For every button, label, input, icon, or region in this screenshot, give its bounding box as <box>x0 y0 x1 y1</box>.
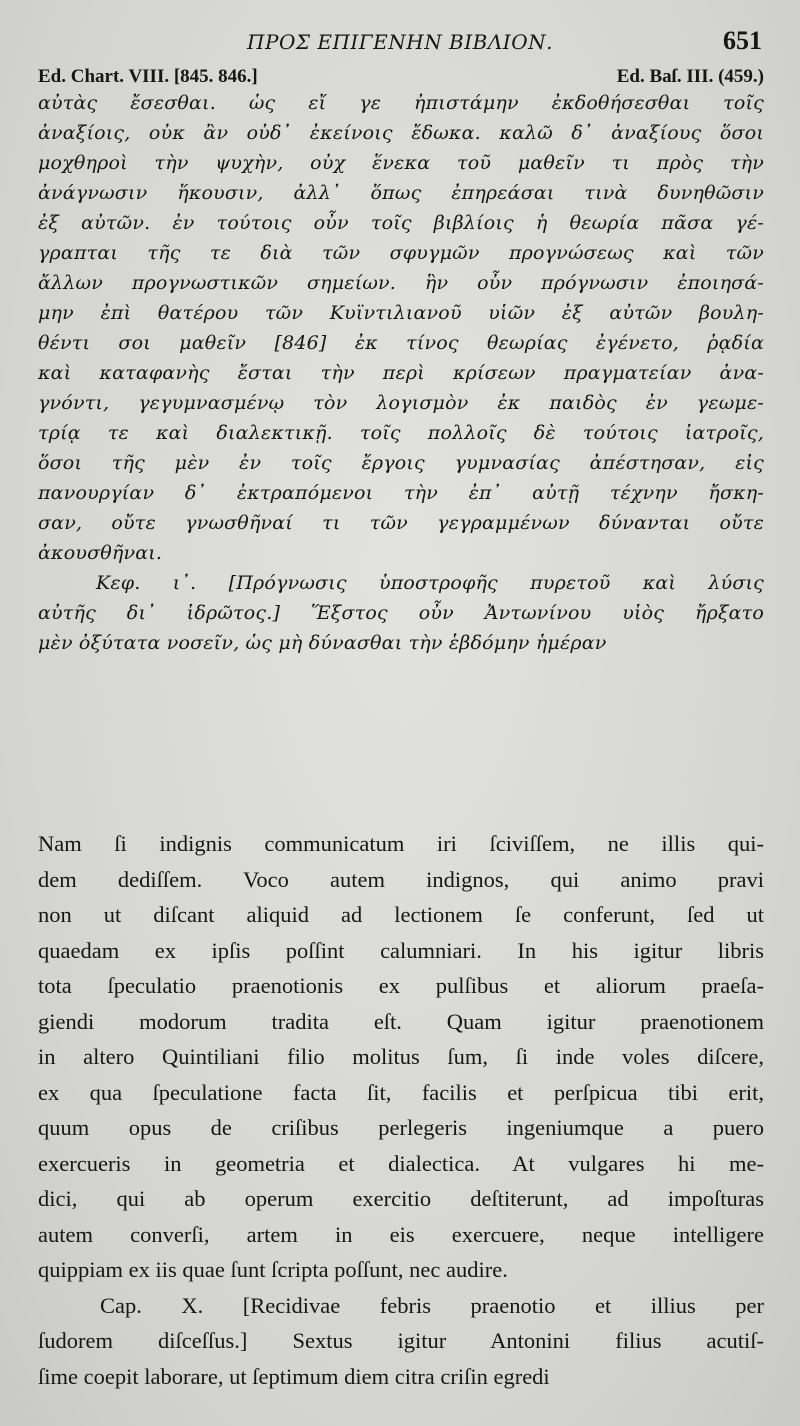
greek-text-line: ὅσοι τῆς μὲν ἐν τοῖς ἔργοις γυμνασίας ἀπέστησαν, εἰς <box>38 452 764 474</box>
running-head-title: ΠΡΟΣ ΕΠΙΓΕΝΗΝ ΒΙΒΛΙΟΝ. <box>247 30 553 54</box>
greek-text-line: ἄλλων προγνωστικῶν σημείων. ἣν οὖν πρόγνωσιν ἐποιησά- <box>38 272 764 294</box>
page-number: 651 <box>723 26 762 55</box>
latin-text-line: Cap. X. [Recidivae febris praenotio et illius per <box>100 1292 764 1318</box>
greek-text-line: ἀνάγνωσιν ἥκουσιν, ἀλλ᾽ ὅπως ἐπηρεάσαι τινὰ δυνηθῶσιν <box>38 182 764 204</box>
latin-text-line: dem dediſſem. Voco autem indignos, qui animo pravi <box>38 866 764 892</box>
latin-text-line: ex qua ſpeculatione facta ſit, facilis et perſpicua tibi erit, <box>38 1079 764 1105</box>
edition-reference-left: Ed. Chart. VIII. [845. 846.] <box>38 66 258 87</box>
latin-text-line: quaedam ex ipſis poſſint calumniari. In his igitur libris <box>38 937 764 963</box>
latin-text-line: exercueris in geometria et dialectica. At vulgares hi me- <box>38 1150 764 1176</box>
greek-text-line: μὲν ὀξύτατα νοσεῖν, ὡς μὴ δύνασθαι τὴν ἑβδόμην ἡμέραν <box>38 632 607 654</box>
latin-text-line: dici, qui ab operum exercitio deſtiterunt, ad impoſturas <box>38 1186 764 1211</box>
greek-text-line: Κεφ. ι᾽. [Πρόγνωσις ὑποστροφῆς πυρετοῦ καὶ λύσις <box>96 572 764 594</box>
greek-text-line: μην ἐπὶ θατέρου τῶν Κυϊντιλιανοῦ υἱῶν ἐξ αὐτῶν βουλη- <box>38 302 764 324</box>
greek-text-line: τρίᾳ τε καὶ διαλεκτικῇ. τοῖς πολλοῖς δὲ τούτοις ἰατροῖς, <box>38 422 764 444</box>
latin-text-line: ſime coepit laborare, ut ſeptimum diem citra criſin egredi <box>38 1363 550 1389</box>
greek-text-line: μοχθηροὶ τὴν ψυχὴν, οὐχ ἕνεκα τοῦ μαθεῖν τι πρὸς τὴν <box>38 152 764 174</box>
latin-text-block <box>38 826 764 1394</box>
greek-text-line: καὶ καταφανὴς ἔσται τὴν περὶ κρίσεων πραγματείαν ἀνα- <box>38 362 764 384</box>
latin-text-line: autem converſi, artem in eis exercuere, neque intelligere <box>38 1221 764 1247</box>
latin-text-line: quippiam ex iis quae ſunt ſcripta poſſunt, nec audire. <box>38 1257 508 1282</box>
latin-text-line: Nam ſi indignis communicatum iri ſciviſſem, ne illis qui- <box>38 831 764 856</box>
greek-text-line: αὐτὰς ἔσεσθαι. ὡς εἴ γε ἠπιστάμην ἐκδοθήσεσθαι τοῖς <box>38 92 764 114</box>
greek-text-block <box>38 88 764 658</box>
greek-text-line: αὐτῆς δι᾽ ἱδρῶτος.] Ἕξστος οὖν Ἀντωνίνου υἱὸς ἤρξατο <box>38 602 764 624</box>
latin-text-line: tota ſpeculatio praenotionis ex pulſibus et aliorum praeſa- <box>38 973 764 998</box>
greek-text-line: θέντι σοι μαθεῖν [846] ἐκ τίνος θεωρίας ἐγένετο, ῥᾳδία <box>38 332 764 354</box>
latin-text-line: ſudorem diſceſſus.] Sextus igitur Antonini filius acutiſ- <box>38 1328 764 1353</box>
greek-text-line: γνόντι, γεγυμνασμένῳ τὸν λογισμὸν ἐκ παιδὸς ἐν γεωμε- <box>38 392 764 414</box>
greek-text-line: γραπται τῆς τε διὰ τῶν σφυγμῶν προγνώσεως καὶ τῶν <box>38 242 764 264</box>
greek-text-line: ἐξ αὐτῶν. ἐν τούτοις οὖν τοῖς βιβλίοις ἡ θεωρία πᾶσα γέ- <box>38 212 764 234</box>
latin-text-line: giendi modorum tradita eſt. Quam igitur praenotionem <box>38 1008 764 1034</box>
greek-text-line: σαν, οὔτε γνωσθῆναί τι τῶν γεγραμμένων δύνανται οὔτε <box>38 512 764 534</box>
latin-text-line: in altero Quintiliani filio molitus ſum, ſi inde voles diſcere, <box>38 1044 764 1069</box>
column-divider <box>38 778 764 779</box>
latin-text-line: quum opus de criſibus perlegeris ingeniumque a puero <box>38 1115 764 1140</box>
greek-text-line: πανουργίαν δ᾽ ἐκτραπόμενοι τὴν ἐπ᾽ αὐτῇ τέχνην ἤσκη- <box>38 482 764 504</box>
greek-text-line: ἀναξίοις, οὐκ ἂν οὐδ᾽ ἐκείνοις ἔδωκα. καλῶ δ᾽ ἀναξίους ὅσοι <box>38 122 764 144</box>
greek-text-line: ἀκουσθῆναι. <box>38 542 163 564</box>
edition-reference-right: Ed. Baſ. III. (459.) <box>616 66 764 87</box>
latin-text-line: non ut diſcant aliquid ad lectionem ſe conferunt, ſed ut <box>38 902 764 927</box>
